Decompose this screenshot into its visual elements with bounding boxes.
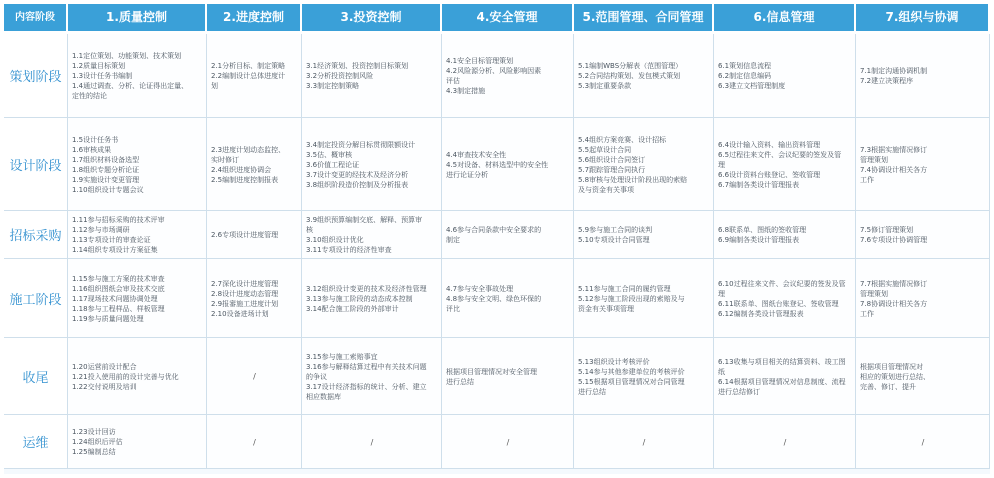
cell-line: 3.10组织设计优化	[306, 236, 364, 244]
cell-line: 5.5起草设计合同	[578, 145, 632, 154]
column-header: 4.安全管理	[442, 4, 574, 34]
cell-line: 4.1安全目标管理策划	[446, 57, 514, 65]
cell-line: 4.3制定措施	[446, 87, 486, 95]
cell-line: 4.2风险源分析、风险影响因素	[446, 67, 542, 75]
cell-line: 1.18参与工程样品、样板管理	[72, 304, 165, 313]
cell-line: 7.6专项设计协调管理	[860, 236, 928, 244]
table-cell	[714, 118, 856, 211]
cell-line: 相应数据库	[306, 392, 341, 401]
cell-line: 4.5对设备、材料选型中的安全性	[446, 160, 549, 169]
cell-line: 6.11联系单、图纸台账登记、签收管理	[718, 299, 839, 308]
cell-line: 7.1制定沟通协调机制	[860, 67, 928, 75]
cell-line: 5.14参与其他参建单位的考核评价	[578, 367, 685, 376]
cell-line: /	[370, 437, 374, 447]
cell-line: 6.5过程往来文件、会议纪要的签发及管	[718, 150, 842, 159]
cell-line: 1.19参与质量问题处理	[72, 314, 144, 323]
cell-line: 5.6组织设计合同签订	[578, 155, 646, 164]
cell-line: 评估	[446, 77, 460, 85]
cell-line: 相应的策划进行总结、	[860, 372, 930, 381]
table-cell	[68, 118, 207, 211]
cell-line: 1.11参与招标采购的技术评审	[72, 216, 165, 224]
stage-label: 施工阶段	[4, 259, 68, 338]
table-cell	[574, 338, 714, 415]
cell-line: 1.13专项设计的审查论证	[72, 236, 151, 244]
cell-line: 7.4协调设计相关各方	[860, 165, 928, 174]
table-cell	[714, 34, 856, 118]
cell-line: 管理策划	[860, 155, 888, 164]
cell-line: 5.10专项设计合同管理	[578, 236, 650, 244]
cell-line: 3.12组织设计变更的技术及经济性管理	[306, 284, 427, 293]
cell-line: 1.16组织图纸会审及技术交底	[72, 284, 165, 293]
cell-line: 及与资金有关事项	[578, 185, 634, 194]
column-header: 5.范围管理、合同管理	[574, 4, 714, 34]
cell-line: 6.6设计资料台账登记、签收管理	[718, 170, 821, 179]
column-header: 6.信息管理	[714, 4, 856, 34]
cell-line: /	[642, 437, 646, 447]
cell-line: 1.21投入使用前的设计完善与优化	[72, 372, 179, 381]
column-header: 1.质量控制	[68, 4, 207, 34]
cell-line: 5.8审核与处理设计阶段出现的索赔	[578, 175, 688, 184]
cell-line: 6.9编制各类设计管理报表	[718, 236, 800, 244]
cell-line: 6.7编制各类设计管理报表	[718, 180, 800, 189]
cell-line: 5.2合同结构策划、发包模式策划	[578, 72, 681, 80]
cell-line: 定性的结论	[72, 92, 107, 100]
table-cell	[856, 211, 990, 259]
cell-line: 进行论证分析	[446, 170, 488, 179]
cell-line: 3.17设计经济指标的统计、分析、建立	[306, 382, 427, 391]
table-cell	[302, 211, 442, 259]
table-cell	[856, 259, 990, 338]
cell-line: 3.9组织预算编制交底、解释、预算审	[306, 216, 423, 224]
cell-line: 7.7根据实施情况修订	[860, 279, 928, 288]
cell-line: 7.2建立决策程序	[860, 77, 914, 85]
cell-line: 1.8组织专题分析论证	[72, 165, 140, 174]
table-cell	[442, 34, 574, 118]
cell-line: 根据项目管理情况对安全管理	[446, 367, 537, 376]
table-cell	[574, 211, 714, 259]
cell-line: 3.2分析投资控制风险	[306, 72, 374, 80]
cell-line: 1.25编制总结	[72, 448, 116, 456]
table-cell	[207, 415, 302, 469]
cell-line: 4.4审查技术安全性	[446, 150, 507, 159]
cell-line: 2.8设计进度动态管理	[211, 289, 279, 298]
cell-line: 2.10设备进场计划	[211, 309, 269, 318]
cell-line: 3.8组织阶段造价控制及分析报表	[306, 180, 409, 189]
cell-line: 1.22交付说明及培训	[72, 382, 137, 391]
cell-line: /	[253, 437, 256, 447]
stage-label: 设计阶段	[4, 118, 68, 211]
table-cell	[856, 34, 990, 118]
cell-line: 实时修订	[211, 155, 239, 164]
cell-line: 6.10过程往来文件、会议纪要的签发及管	[718, 279, 846, 288]
cell-line: 5.3制定重要条款	[578, 82, 632, 90]
stage-label: 招标采购	[4, 211, 68, 259]
cell-line: 1.20运营前设计配合	[72, 362, 137, 371]
cell-line: 工作	[860, 309, 874, 318]
cell-line: 6.1策划信息流程	[718, 62, 772, 70]
cell-line: 5.4组织方案竞赛、设计招标	[578, 135, 667, 144]
cell-line: 核	[306, 226, 313, 234]
cell-line: 6.4设计输入资料、输出资料管理	[718, 140, 821, 149]
cell-line: 管理策划	[860, 289, 888, 298]
cell-line: 1.12参与市场调研	[72, 226, 130, 234]
cell-line: 1.3设计任务书编制	[72, 72, 133, 80]
cell-line: 1.2质量目标策划	[72, 62, 126, 70]
table-cell	[302, 118, 442, 211]
table-cell	[714, 211, 856, 259]
cell-line: 5.12参与施工阶段出现的索赔及与	[578, 294, 685, 303]
table-cell	[442, 259, 574, 338]
cell-line: 进行总结修订	[718, 387, 760, 396]
cell-line: 理	[718, 289, 725, 298]
cell-line: 3.11专项设计的经济性审查	[306, 246, 392, 254]
cell-line: 1.17现场技术问题协调处理	[72, 294, 158, 303]
table-cell	[302, 259, 442, 338]
cell-line: 3.4制定投资分解目标贯彻限额设计	[306, 140, 416, 149]
table-cell	[207, 211, 302, 259]
table-cell	[442, 118, 574, 211]
cell-line: 5.9参与施工合同的谈判	[578, 226, 653, 234]
stage-label: 运维	[4, 415, 68, 469]
table-cell	[574, 259, 714, 338]
cell-line: 3.3制定控制策略	[306, 82, 360, 90]
table-cell	[574, 34, 714, 118]
cell-line: 7.5修订管理策划	[860, 226, 914, 234]
cell-line: 1.4通过调查、分析、论证得出定量、	[72, 82, 189, 90]
cell-line: 5.7跟踪管理合同执行	[578, 165, 646, 174]
cell-line: 1.15参与施工方案的技术审查	[72, 274, 165, 283]
cell-line: 1.23设计回访	[72, 428, 116, 436]
cell-line: 6.13收集与项目相关的结算资料、竣工图	[718, 357, 846, 366]
table-cell	[68, 211, 207, 259]
cell-line: 1.1定位策划、功能策划、技术策划	[72, 52, 182, 60]
cell-line: 5.13组织设计考核评价	[578, 357, 650, 366]
cell-line: 2.2编制设计总体进度计	[211, 72, 286, 80]
cell-line: 3.16参与解释结算过程中有关技术问题	[306, 362, 427, 371]
cell-line: 7.8协调设计相关各方	[860, 299, 928, 308]
table-cell	[302, 338, 442, 415]
cell-line: 6.2制定信息编码	[718, 72, 772, 80]
table-cell	[856, 118, 990, 211]
cell-line: 1.10组织设计专题会议	[72, 185, 144, 194]
cell-line: /	[783, 437, 787, 447]
cell-line: 进行总结	[446, 377, 474, 386]
table-cell	[856, 415, 990, 469]
table-cell	[207, 338, 302, 415]
cell-line: 3.7设计变更的经技术及经济分析	[306, 170, 409, 179]
table-cell	[207, 34, 302, 118]
table-cell	[574, 118, 714, 211]
stage-label: 策划阶段	[4, 34, 68, 118]
cell-line: 2.6专项设计进度管理	[211, 231, 279, 239]
cell-line: /	[921, 437, 925, 447]
corner-header	[4, 4, 68, 34]
column-header: 7.组织与协调	[856, 4, 990, 34]
cell-line: 2.1分析目标、制定策略	[211, 62, 286, 70]
cell-line: 评比	[446, 304, 460, 313]
column-header: 3.投资控制	[302, 4, 442, 34]
cell-line: 完善、修订、提升	[860, 382, 916, 391]
table-cell	[207, 259, 302, 338]
cell-line: 1.7组织材料设备选型	[72, 155, 140, 164]
cell-line: 7.3根据实施情况修订	[860, 145, 928, 154]
cell-line: 2.3进度计划动态监控、	[211, 145, 286, 154]
cell-line: 6.3建立文档管理制度	[718, 82, 786, 90]
table-cell	[68, 34, 207, 118]
table-cell	[714, 415, 856, 469]
cell-line: 4.8参与安全文明、绿色环保的	[446, 294, 542, 303]
cell-line: 2.5编制进度控制报表	[211, 175, 279, 184]
table-cell	[68, 338, 207, 415]
cell-line: 3.14配合施工阶段的外部审计	[306, 304, 399, 313]
table-cell	[714, 259, 856, 338]
cell-line: 3.1经济策划、投资控制目标策划	[306, 62, 409, 70]
cell-line: 制定	[446, 236, 460, 244]
cell-line: 理	[718, 160, 725, 169]
cell-line: /	[506, 437, 510, 447]
table-cell	[574, 415, 714, 469]
cell-line: 6.14根据项目管理情况对信息制度、流程	[718, 377, 846, 386]
cell-line: 4.6参与合同条款中安全要求的	[446, 226, 542, 234]
table-cell	[302, 34, 442, 118]
cell-line: 1.6审核成果	[72, 145, 112, 154]
table-cell	[714, 338, 856, 415]
table-cell	[856, 338, 990, 415]
cell-line: 3.5估、概审核	[306, 150, 353, 159]
cell-line: 2.9报審施工进度计划	[211, 299, 279, 308]
cell-line: 4.7参与安全事故处理	[446, 284, 514, 293]
table-cell	[207, 118, 302, 211]
management-matrix-table	[4, 4, 990, 474]
cell-line: 2.4组织进度协调会	[211, 165, 272, 174]
column-header: 2.进度控制	[207, 4, 302, 34]
cell-line: 6.12编制各类设计管理报表	[718, 309, 804, 318]
cell-line: 划	[211, 82, 218, 90]
cell-line: 3.13参与施工阶段的动态成本控制	[306, 294, 413, 303]
cell-line: 5.15根据项目管理情况对合同管理	[578, 377, 685, 386]
table-cell	[442, 338, 574, 415]
table-cell	[68, 415, 207, 469]
table-cell	[442, 415, 574, 469]
corner-header-label: 阶段	[35, 11, 55, 23]
cell-line: /	[253, 372, 256, 381]
cell-line: 1.14组织专项设计方案征集	[72, 246, 158, 254]
corner-header-label: 内容	[15, 11, 35, 23]
cell-line: 6.8联系单、图纸的签收管理	[718, 226, 807, 234]
stage-label: 收尾	[4, 338, 68, 415]
cell-line: 资金有关事项管理	[578, 304, 634, 313]
cell-line: 的争议	[306, 372, 327, 381]
cell-line: 1.5设计任务书	[72, 135, 119, 144]
table-cell	[68, 259, 207, 338]
cell-line: 2.7深化设计进度管理	[211, 279, 279, 288]
cell-line: 根据项目管理情况对	[860, 362, 923, 371]
cell-line: 1.9实施设计变更管理	[72, 175, 140, 184]
table-cell	[302, 415, 442, 469]
cell-line: 5.11参与施工合同的履约管理	[578, 284, 671, 293]
cell-line: 进行总结	[578, 387, 606, 396]
cell-line: 1.24组织后评估	[72, 438, 123, 446]
cell-line: 3.6价值工程论证	[306, 160, 360, 169]
cell-line: 5.1编制WBS分解表（范围管理）	[578, 62, 683, 70]
cell-line: 3.15参与施工索赔事宜	[306, 352, 378, 361]
cell-line: 纸	[718, 367, 725, 376]
cell-line: 工作	[860, 175, 874, 184]
table-cell	[442, 211, 574, 259]
